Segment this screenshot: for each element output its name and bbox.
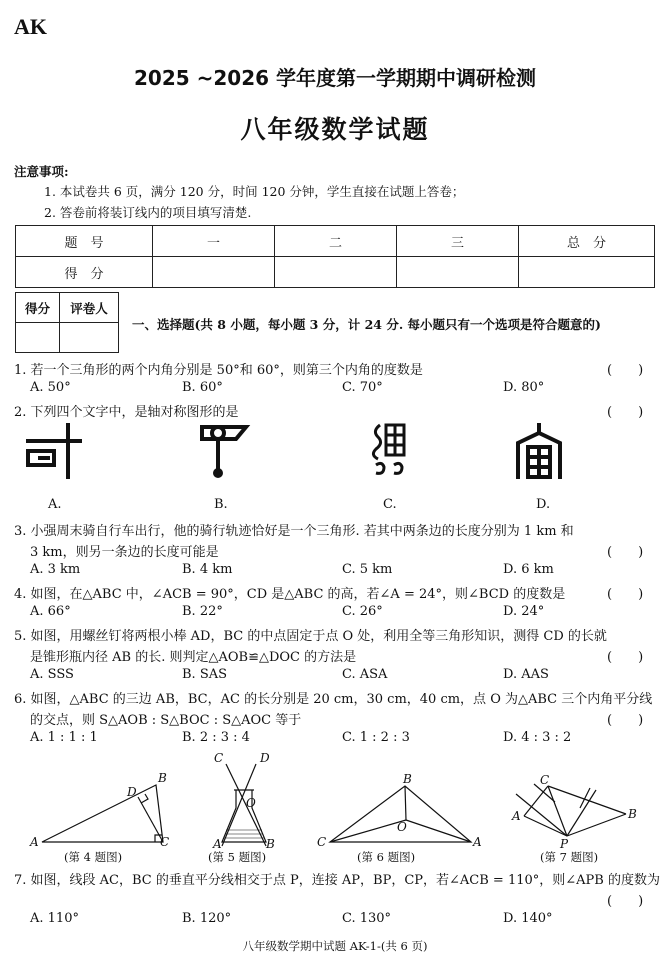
- option: B. 2 : 3 : 4: [182, 730, 250, 745]
- option: A. 66°: [30, 604, 71, 619]
- page-footer: 八年级数学期中试题 AK-1-(共 6 页): [242, 939, 428, 953]
- option: C. 130°: [342, 911, 392, 926]
- fig4-label-d: D: [127, 785, 137, 799]
- score-cell[interactable]: [153, 257, 275, 288]
- question-text-cont: 3 km，则另一条边的长度可能是: [30, 545, 219, 560]
- option: D. 80°: [503, 380, 545, 395]
- figure-caption: (第 7 题图): [540, 850, 599, 864]
- fig4-label-c: C: [160, 835, 170, 849]
- option: A. 50°: [30, 380, 71, 395]
- answer-paren[interactable]: ( ): [607, 587, 644, 602]
- grader-score-label: 得分: [16, 293, 60, 323]
- answer-paren[interactable]: ( ): [607, 545, 644, 560]
- option: C. 1 : 2 : 3: [342, 730, 410, 745]
- option: B.: [214, 497, 228, 512]
- score-row-label: 得 分: [16, 257, 153, 288]
- score-cell[interactable]: [519, 257, 655, 288]
- fig5-label-a: A: [213, 837, 222, 851]
- figure-caption: (第 6 题图): [357, 850, 416, 864]
- score-header-cell: 题 号: [16, 226, 153, 257]
- option: D. 24°: [503, 604, 545, 619]
- fig4-label-a: A: [30, 835, 39, 849]
- option: A.: [48, 497, 62, 512]
- option: C. ASA: [342, 667, 388, 682]
- score-cell[interactable]: [275, 257, 397, 288]
- score-header-cell: 一: [153, 226, 275, 257]
- question-text: 1. 若一个三角形的两个内角分别是 50°和 60°，则第三个内角的度数是: [14, 363, 423, 378]
- question-text-cont: 是锥形瓶内径 AB 的长. 则判定△AOB≌△DOC 的方法是: [30, 650, 357, 665]
- score-header-cell: 三: [397, 226, 519, 257]
- fig7-label-p: P: [560, 837, 569, 851]
- fig6-label-b: B: [403, 772, 412, 786]
- fig6-label-o: O: [397, 820, 407, 834]
- fig7-label-c: C: [540, 773, 550, 787]
- notice-heading: 注意事项:: [14, 164, 69, 179]
- notice-item: 1. 本试卷共 6 页，满分 120 分，时间 120 分钟，学生直接在试题上答卷；: [44, 184, 465, 199]
- option: C. 70°: [342, 380, 383, 395]
- exam-subtitle: 八年级数学试题: [240, 115, 430, 144]
- fig5-label-o: O: [246, 796, 256, 810]
- fig4-label-b: B: [158, 771, 167, 785]
- figure-caption: (第 5 题图): [208, 850, 267, 864]
- fig5-label-c: C: [214, 751, 224, 765]
- score-cell[interactable]: [397, 257, 519, 288]
- section-heading: 一、选择题(共 8 小题，每小题 3 分，计 24 分. 每小题只有一个选项是符合题意的): [132, 317, 601, 332]
- option: B. 22°: [182, 604, 223, 619]
- figure-caption: (第 4 题图): [64, 850, 123, 864]
- grader-score-cell[interactable]: [16, 323, 60, 353]
- option: D. 4 : 3 : 2: [503, 730, 572, 745]
- option: B. 4 km: [182, 562, 233, 577]
- fig5-label-d: D: [260, 751, 270, 765]
- option: A. SSS: [30, 667, 74, 682]
- character-glyph-c: [370, 421, 410, 481]
- option: A. 110°: [30, 911, 79, 926]
- option: C. 26°: [342, 604, 383, 619]
- question-text: 5. 如图，用螺丝钉将两根小棒 AD，BC 的中点固定于点 O 处，利用全等三角形知识，测得 CD 的长就: [14, 629, 607, 644]
- grader-table: [15, 292, 119, 353]
- option: C.: [383, 497, 397, 512]
- fig7-label-a: A: [512, 809, 521, 823]
- answer-paren[interactable]: ( ): [607, 363, 644, 378]
- grader-name-cell[interactable]: [60, 323, 119, 353]
- score-header-cell: 二: [275, 226, 397, 257]
- answer-paren[interactable]: ( ): [607, 650, 644, 665]
- fig6-label-c: C: [317, 835, 327, 849]
- question-text-cont: 的交点，则 S△AOB : S△BOC : S△AOC 等于: [30, 713, 302, 728]
- score-header-cell: 总 分: [519, 226, 655, 257]
- option: C. 5 km: [342, 562, 393, 577]
- answer-paren[interactable]: ( ): [607, 894, 644, 909]
- option: D. AAS: [503, 667, 549, 682]
- question-text: 7. 如图，线段 AC，BC 的垂直平分线相交于点 P，连接 AP，BP，CP，若∠ACB = 110°，则∠APB 的度数为: [14, 873, 660, 888]
- option: B. 120°: [182, 911, 232, 926]
- score-table: [15, 225, 655, 288]
- grader-name-label: 评卷人: [60, 293, 119, 323]
- option: D. 140°: [503, 911, 553, 926]
- question-text: 3. 小强周末骑自行车出行，他的骑行轨迹恰好是一个三角形. 若其中两条边的长度分别为 1 km 和: [14, 524, 574, 539]
- fig5-label-b: B: [266, 837, 275, 851]
- option: D. 6 km: [503, 562, 554, 577]
- figure-7: [516, 784, 626, 836]
- option: D.: [536, 497, 551, 512]
- option: B. 60°: [182, 380, 223, 395]
- character-glyph-d: [514, 421, 564, 485]
- exam-title: 2025 ~2026 学年度第一学期期中调研检测: [133, 66, 536, 90]
- notice-item: 2. 答卷前将装订线内的项目填写清楚.: [44, 205, 252, 220]
- option: B. SAS: [182, 667, 228, 682]
- figure-4: [42, 785, 163, 842]
- answer-paren[interactable]: ( ): [607, 713, 644, 728]
- option: A. 3 km: [30, 562, 81, 577]
- character-glyph-b: [196, 421, 252, 481]
- fig7-label-b: B: [628, 807, 637, 821]
- fig6-label-a: A: [473, 835, 482, 849]
- question-text: 4. 如图，在△ABC 中，∠ACB = 90°，CD 是△ABC 的高，若∠A = 24°，则∠BCD 的度数是: [14, 587, 566, 602]
- question-text: 2. 下列四个文字中，是轴对称图形的是: [14, 405, 239, 420]
- option: A. 1 : 1 : 1: [30, 730, 98, 745]
- paper-code: AK: [14, 14, 47, 39]
- question-text: 6. 如图，△ABC 的三边 AB，BC，AC 的长分别是 20 cm，30 cm，40 cm，点 O 为△ABC 三个内角平分线: [14, 692, 653, 707]
- answer-paren[interactable]: ( ): [607, 405, 644, 420]
- character-glyph-a: [24, 421, 84, 481]
